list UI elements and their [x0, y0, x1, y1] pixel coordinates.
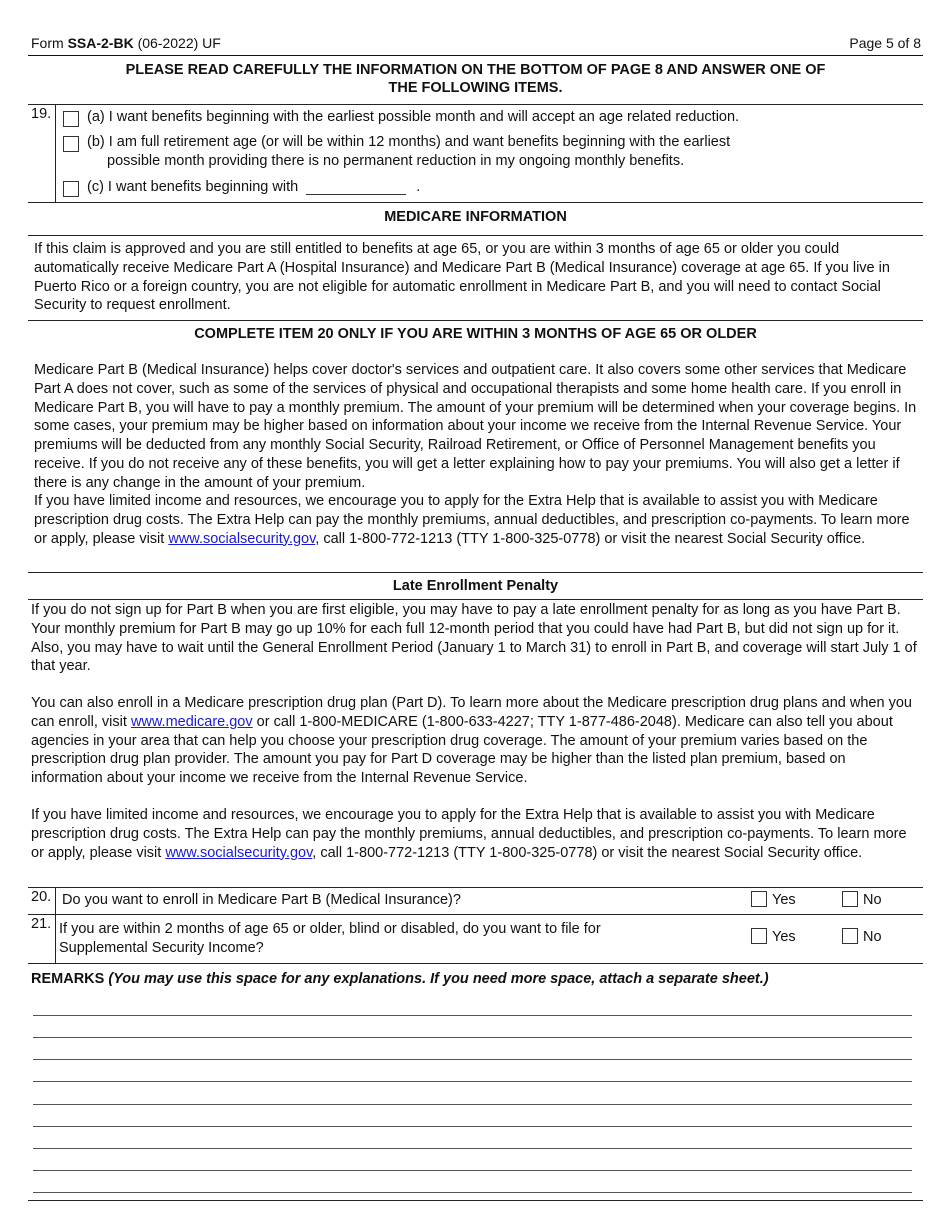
remarks-line[interactable]	[33, 1104, 912, 1105]
medicare-link[interactable]: www.medicare.gov	[130, 713, 253, 730]
remarks-label: REMARKS	[31, 971, 105, 987]
part-b-paragraph: Medicare Part B (Medical Insurance) helps cover doctor's services and outpatient care. It also covers some other services that Medicare Part A does not cover, such as some of the services of physical and occupational therapists and some home health care. If you enroll in Medicare Part B, you will have to pay a monthly premium. The amount of your premium will be determined when your coverage begins. In some cases, your premium may be higher based on information about your income we receive from the Internal Revenue Service. Your premiums will be deducted from any monthly Social Security, Railroad Retirement, or Office of Personnel Management benefits you receive. If you do not receive any of these benefits, you will get a letter explaining how to pay your premiums. You will also get a letter if there is any change in the amount of your premium.	[34, 362, 917, 491]
extra-help-paragraph-2: If you have limited income and resources, we encourage you to apply for the Extra Help that is available to assist you with Medicare prescription drug costs. The Extra Help can pay the monthly premiums, annual deductibles, and prescription co-payments. To learn more or apply, please visit www.socialsecurity.gov, call 1-800-772-1213 (TTY 1-800-325-0778) or visit the nearest Social Security office.	[31, 807, 907, 861]
late-penalty-heading: Late Enrollment Penalty	[392, 578, 559, 594]
item-21-no[interactable]: No	[842, 928, 882, 945]
remarks-line[interactable]	[33, 1192, 912, 1193]
divider	[28, 235, 923, 236]
item-20-no-checkbox[interactable]	[842, 891, 858, 907]
item-21-question-line-2: Supplemental Security Income?	[59, 940, 264, 956]
item-20-question: Do you want to enroll in Medicare Part B (Medical Insurance)?	[62, 892, 461, 908]
item-19-border	[55, 104, 56, 202]
option-b-checkbox[interactable]	[63, 136, 79, 152]
divider	[28, 202, 923, 203]
socialsecurity-link-2[interactable]: www.socialsecurity.gov	[165, 844, 313, 861]
late-penalty-paragraph: If you do not sign up for Part B when you are first eligible, you may have to pay a late enrollment penalty for as long as you have Part B. Your monthly premium for Part B may go up 10% for each full 12-month period that you could have had Part B, but did not sign up for it. Also, you may have to wait until the General Enrollment Period (January 1 to March 31) to enroll in Part B, and coverage will start July 1 of that year.	[31, 602, 917, 675]
divider	[28, 572, 923, 573]
option-c-label: (c) I want benefits beginning with	[87, 179, 299, 195]
remarks-line[interactable]	[33, 1059, 912, 1060]
remarks-line[interactable]	[33, 1170, 912, 1171]
remarks-line[interactable]	[33, 1148, 912, 1149]
notice-line-1: PLEASE READ CAREFULLY THE INFORMATION ON THE BOTTOM OF PAGE 8 AND ANSWER ONE OF	[125, 62, 826, 78]
divider	[28, 599, 923, 600]
option-a-checkbox[interactable]	[63, 111, 79, 127]
item-20-21-border	[55, 887, 56, 963]
option-b-label-line-1: (b) I am full retirement age (or will be within 12 months) and want benefits beginning with the earliest	[87, 134, 731, 150]
benefit-start-month-input[interactable]	[306, 180, 406, 195]
option-b-label-line-2: possible month providing there is no permanent reduction in my ongoing monthly benefits.	[107, 153, 685, 169]
divider	[28, 963, 923, 964]
item-20-yes-checkbox[interactable]	[751, 891, 767, 907]
part-d-paragraph: You can also enroll in a Medicare prescription drug plan (Part D). To learn more about the Medicare prescription drug plans and when you can enroll, visit www.medicare.gov or call 1-800-MEDICARE (1-800-633-4227; TTY 1-877-486-2048). Medicare can also tell you about agencies in your area that can help you choose your prescription drug coverage. The amount of your premium varies based on the prescription drug plan provider. The amount you pay for Part D coverage may be higher than the listed plan premium, based on information about your income we receive from the Internal Revenue Service.	[31, 695, 912, 787]
form-id: SSA-2-BK	[67, 35, 134, 51]
item-21-no-checkbox[interactable]	[842, 928, 858, 944]
extra-help-paragraph: If you have limited income and resources, we encourage you to apply for the Extra Help that is available to assist you with Medicare prescription drug costs. The Extra Help can pay the monthly premiums, annual deductibles, and prescription co-payments. To learn more or apply, please visit www.socialsecurity.gov, call 1-800-772-1213 (TTY 1-800-325-0778) or visit the nearest Social Security office.	[34, 493, 910, 547]
item-20-heading: COMPLETE ITEM 20 ONLY IF YOU ARE WITHIN 3 MONTHS OF AGE 65 OR OLDER	[194, 326, 757, 342]
medicare-heading: MEDICARE INFORMATION	[384, 209, 567, 225]
item-20-no[interactable]: No	[842, 891, 882, 908]
option-c-checkbox[interactable]	[63, 181, 79, 197]
form-identifier: Form SSA-2-BK (06-2022) UF	[31, 35, 221, 51]
divider	[28, 55, 923, 56]
item-20-number: 20.	[31, 889, 52, 905]
remarks-instructions: (You may use this space for any explanations. If you need more space, attach a separate sheet.)	[108, 971, 769, 987]
remarks-heading	[31, 971, 769, 987]
item-21-question-line-1: If you are within 2 months of age 65 or older, blind or disabled, do you want to file for	[59, 921, 601, 937]
socialsecurity-link[interactable]: www.socialsecurity.gov	[168, 530, 316, 547]
remarks-line[interactable]	[33, 1037, 912, 1038]
page-number: Page 5 of 8	[849, 35, 921, 51]
divider	[28, 914, 923, 915]
item-21-yes[interactable]: Yes	[751, 928, 796, 945]
item-21-number: 21.	[31, 916, 52, 932]
divider	[28, 887, 923, 888]
remarks-line[interactable]	[33, 1126, 912, 1127]
option-a-label: (a) I want benefits beginning with the earliest possible month and will accept an age related reduction.	[87, 109, 740, 125]
remarks-line[interactable]	[33, 1015, 912, 1016]
medicare-paragraph: If this claim is approved and you are still entitled to benefits at age 65, or you are within 3 months of age 65 or older you could automatically receive Medicare Part A (Hospital Insurance) and Medicare Part B (Medical Insurance) coverage at age 65. If you live in Puerto Rico or a foreign country, you are not eligible for automatic enrollment in Medicare Part B, and you will need to contact Social Security to request enrollment.	[34, 241, 890, 314]
divider	[28, 1200, 923, 1201]
form-header	[31, 35, 921, 55]
remarks-line[interactable]	[33, 1081, 912, 1082]
divider	[28, 104, 923, 105]
item-20-yes[interactable]: Yes	[751, 891, 796, 908]
item-19-number: 19.	[31, 106, 52, 122]
notice-line-2: THE FOLLOWING ITEMS.	[388, 80, 563, 96]
divider	[28, 320, 923, 321]
item-21-yes-checkbox[interactable]	[751, 928, 767, 944]
